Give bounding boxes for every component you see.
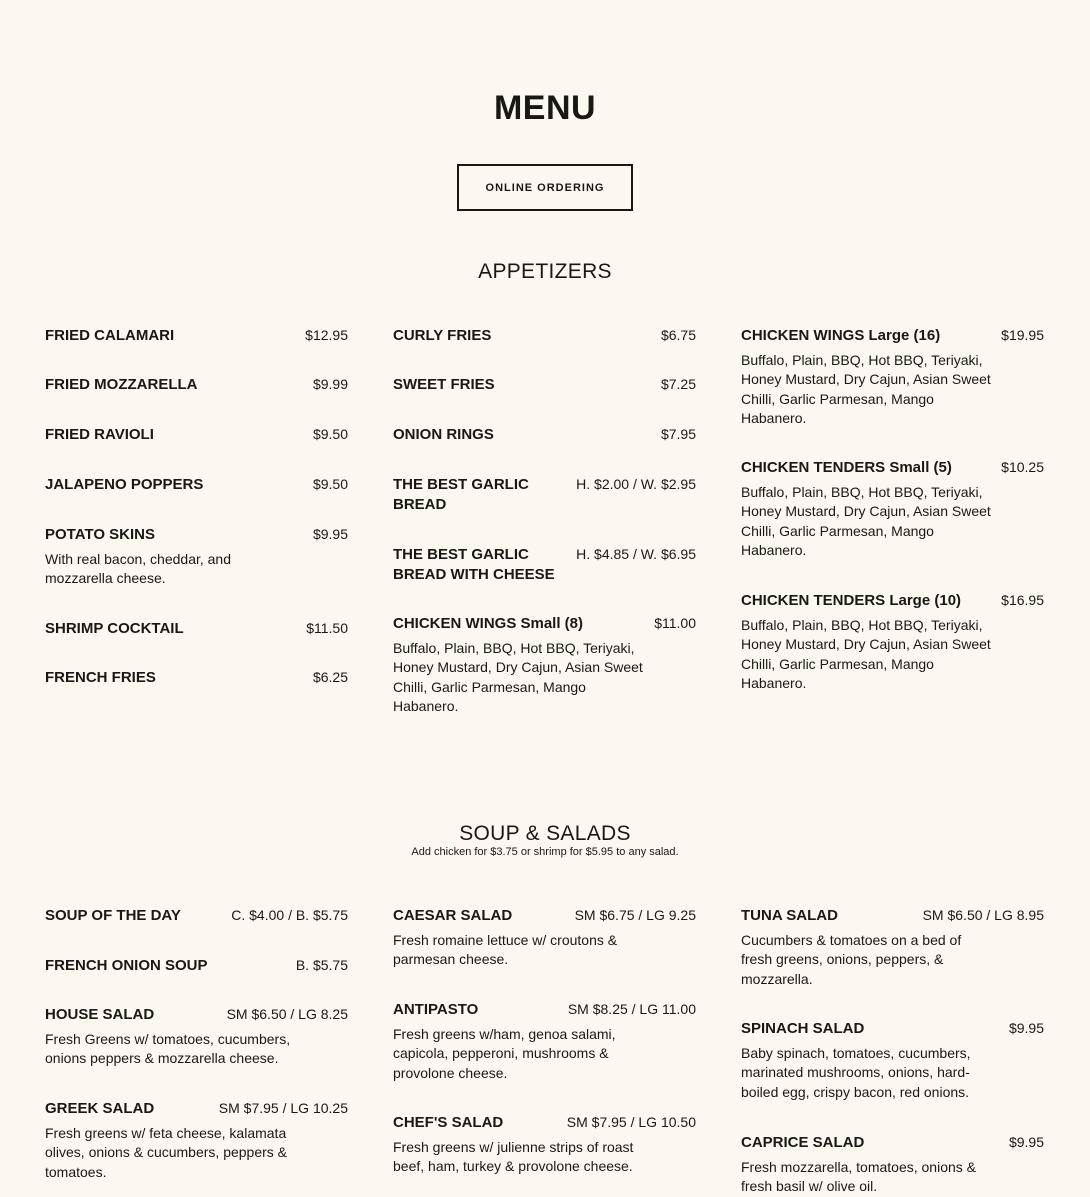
item-price: $12.95 xyxy=(305,327,348,343)
item-name: SPINACH SALAD xyxy=(741,1020,865,1037)
item-price: $7.95 xyxy=(660,426,696,442)
menu-item xyxy=(741,1019,1044,1102)
item-name: ANTIPASTO xyxy=(393,1001,479,1018)
item-price: H. $2.00 / W. $2.95 xyxy=(576,476,696,492)
page-title: MENU xyxy=(493,89,597,127)
item-price: $9.50 xyxy=(312,426,348,442)
item-description: Buffalo, Plain, BBQ, Hot BBQ, Teriyaki, Honey Mustard, Dry Cajun, Asian Sweet Chilli, Garlic Parmesan, Mango Habanero. xyxy=(741,616,991,691)
menu-item xyxy=(45,375,348,395)
item-name: FRIED CALAMARI xyxy=(45,327,175,344)
menu-item xyxy=(45,906,348,926)
item-price: $6.25 xyxy=(312,669,348,685)
item-price: $19.95 xyxy=(1001,327,1044,343)
menu-item xyxy=(45,425,348,445)
item-name: CHICKEN WINGS Small (8) xyxy=(393,615,584,632)
menu-item xyxy=(45,475,348,495)
item-description: Fresh romaine lettuce w/ croutons & parmesan cheese. xyxy=(393,931,618,967)
item-name: THE BEST GARLIC BREAD WITH CHEESE xyxy=(393,546,555,583)
item-price: SM $7.95 / LG 10.50 xyxy=(566,1114,696,1130)
menu-item xyxy=(393,425,696,445)
item-price: SM $6.50 / LG 8.95 xyxy=(922,907,1044,923)
item-name: POTATO SKINS xyxy=(45,526,156,543)
item-name: TUNA SALAD xyxy=(741,907,838,924)
item-price: $11.00 xyxy=(654,615,696,631)
soup-salads-title: SOUP & SALADS xyxy=(459,822,631,845)
menu-item xyxy=(45,525,348,589)
menu-item xyxy=(741,458,1044,561)
item-description: With real bacon, cheddar, and mozzarella cheese. xyxy=(45,550,232,586)
item-name: FRIED RAVIOLI xyxy=(45,426,154,443)
item-price: SM $6.50 / LG 8.25 xyxy=(226,1006,348,1022)
item-price: SM $6.75 / LG 9.25 xyxy=(574,907,696,923)
item-name: CURLY FRIES xyxy=(393,327,492,344)
item-description: Baby spinach, tomatoes, cucumbers, marinated mushrooms, onions, hard-boiled egg, crispy bacon, red onions. xyxy=(741,1044,971,1100)
menu-item xyxy=(393,614,696,717)
menu-item xyxy=(393,326,696,346)
item-name: CAPRICE SALAD xyxy=(741,1134,865,1151)
menu-item xyxy=(393,475,696,514)
item-description: Buffalo, Plain, BBQ, Hot BBQ, Teriyaki, Honey Mustard, Dry Cajun, Asian Sweet Chilli, Garlic Parmesan, Mango Habanero. xyxy=(393,639,643,714)
menu-item xyxy=(393,906,696,970)
item-name: FRENCH ONION SOUP xyxy=(45,957,208,974)
item-price: $6.75 xyxy=(660,327,696,343)
item-name: SHRIMP COCKTAIL xyxy=(45,620,184,637)
item-price: SM $7.95 / LG 10.25 xyxy=(218,1100,348,1116)
menu-item xyxy=(45,619,348,639)
item-name: CHICKEN WINGS Large (16) xyxy=(741,327,941,344)
menu-item xyxy=(393,375,696,395)
menu-item xyxy=(393,545,696,584)
menu-item xyxy=(45,956,348,976)
item-name: CAESAR SALAD xyxy=(393,907,513,924)
item-name: CHICKEN TENDERS Small (5) xyxy=(741,459,952,476)
menu-item xyxy=(45,1099,348,1182)
item-name: JALAPENO POPPERS xyxy=(45,476,204,493)
item-price: $11.50 xyxy=(306,620,348,636)
menu-item xyxy=(741,1133,1044,1197)
item-name: SOUP OF THE DAY xyxy=(45,907,181,924)
item-name: HOUSE SALAD xyxy=(45,1006,155,1023)
item-description: Buffalo, Plain, BBQ, Hot BBQ, Teriyaki, Honey Mustard, Dry Cajun, Asian Sweet Chilli, Garlic Parmesan, Mango Habanero. xyxy=(741,483,991,558)
menu-item xyxy=(393,1113,696,1177)
item-price: C. $4.00 / B. $5.75 xyxy=(231,907,348,923)
item-name: FRENCH FRIES xyxy=(45,669,156,686)
item-description: Cucumbers & tomatoes on a bed of fresh greens, onions, peppers, & mozzarella. xyxy=(741,931,962,987)
item-price: H. $4.85 / W. $6.95 xyxy=(576,546,696,562)
menu-item xyxy=(45,668,348,688)
item-name: CHEF'S SALAD xyxy=(393,1114,504,1131)
menu-item xyxy=(45,1005,348,1069)
item-price: $9.95 xyxy=(312,526,348,542)
item-description: Fresh greens w/ham, genoa salami, capicola, pepperoni, mushrooms & provolone cheese. xyxy=(393,1025,616,1081)
item-name: FRIED MOZZARELLA xyxy=(45,376,198,393)
item-description: Fresh Greens w/ tomatoes, cucumbers, onions peppers & mozzarella cheese. xyxy=(45,1030,291,1066)
item-price: $16.95 xyxy=(1001,592,1044,608)
item-price: $7.25 xyxy=(660,376,696,392)
item-description: Buffalo, Plain, BBQ, Hot BBQ, Teriyaki, Honey Mustard, Dry Cajun, Asian Sweet Chilli, Garlic Parmesan, Mango Habanero. xyxy=(741,351,991,426)
menu-item xyxy=(741,906,1044,989)
menu-item xyxy=(393,1000,696,1083)
item-price: $9.99 xyxy=(312,376,348,392)
item-price: $9.50 xyxy=(312,476,348,492)
appetizers-title: APPETIZERS xyxy=(478,260,612,283)
item-description: Fresh greens w/ julienne strips of roast beef, ham, turkey & provolone cheese. xyxy=(393,1138,634,1174)
item-name: THE BEST GARLIC BREAD xyxy=(393,476,529,513)
item-price: $10.25 xyxy=(1001,459,1044,475)
item-description: Fresh mozzarella, tomatoes, onions & fresh basil w/ olive oil. xyxy=(741,1158,976,1194)
item-price: $9.95 xyxy=(1008,1134,1044,1150)
item-price: SM $8.25 / LG 11.00 xyxy=(567,1001,696,1017)
item-name: CHICKEN TENDERS Large (10) xyxy=(741,592,962,609)
soup-salads-note: Add chicken for $3.75 or shrimp for $5.95 to any salad. xyxy=(411,846,679,858)
item-description: Fresh greens w/ feta cheese, kalamata olives, onions & cucumbers, peppers & tomatoes. xyxy=(45,1124,288,1180)
menu-item xyxy=(741,591,1044,694)
menu-item xyxy=(741,326,1044,429)
item-price: B. $5.75 xyxy=(295,957,348,973)
item-name: ONION RINGS xyxy=(393,426,494,443)
item-price: $9.95 xyxy=(1008,1020,1044,1036)
item-name: GREEK SALAD xyxy=(45,1100,155,1117)
online-ordering-button[interactable]: ONLINE ORDERING xyxy=(457,164,633,211)
menu-item xyxy=(45,326,348,346)
item-name: SWEET FRIES xyxy=(393,376,495,393)
